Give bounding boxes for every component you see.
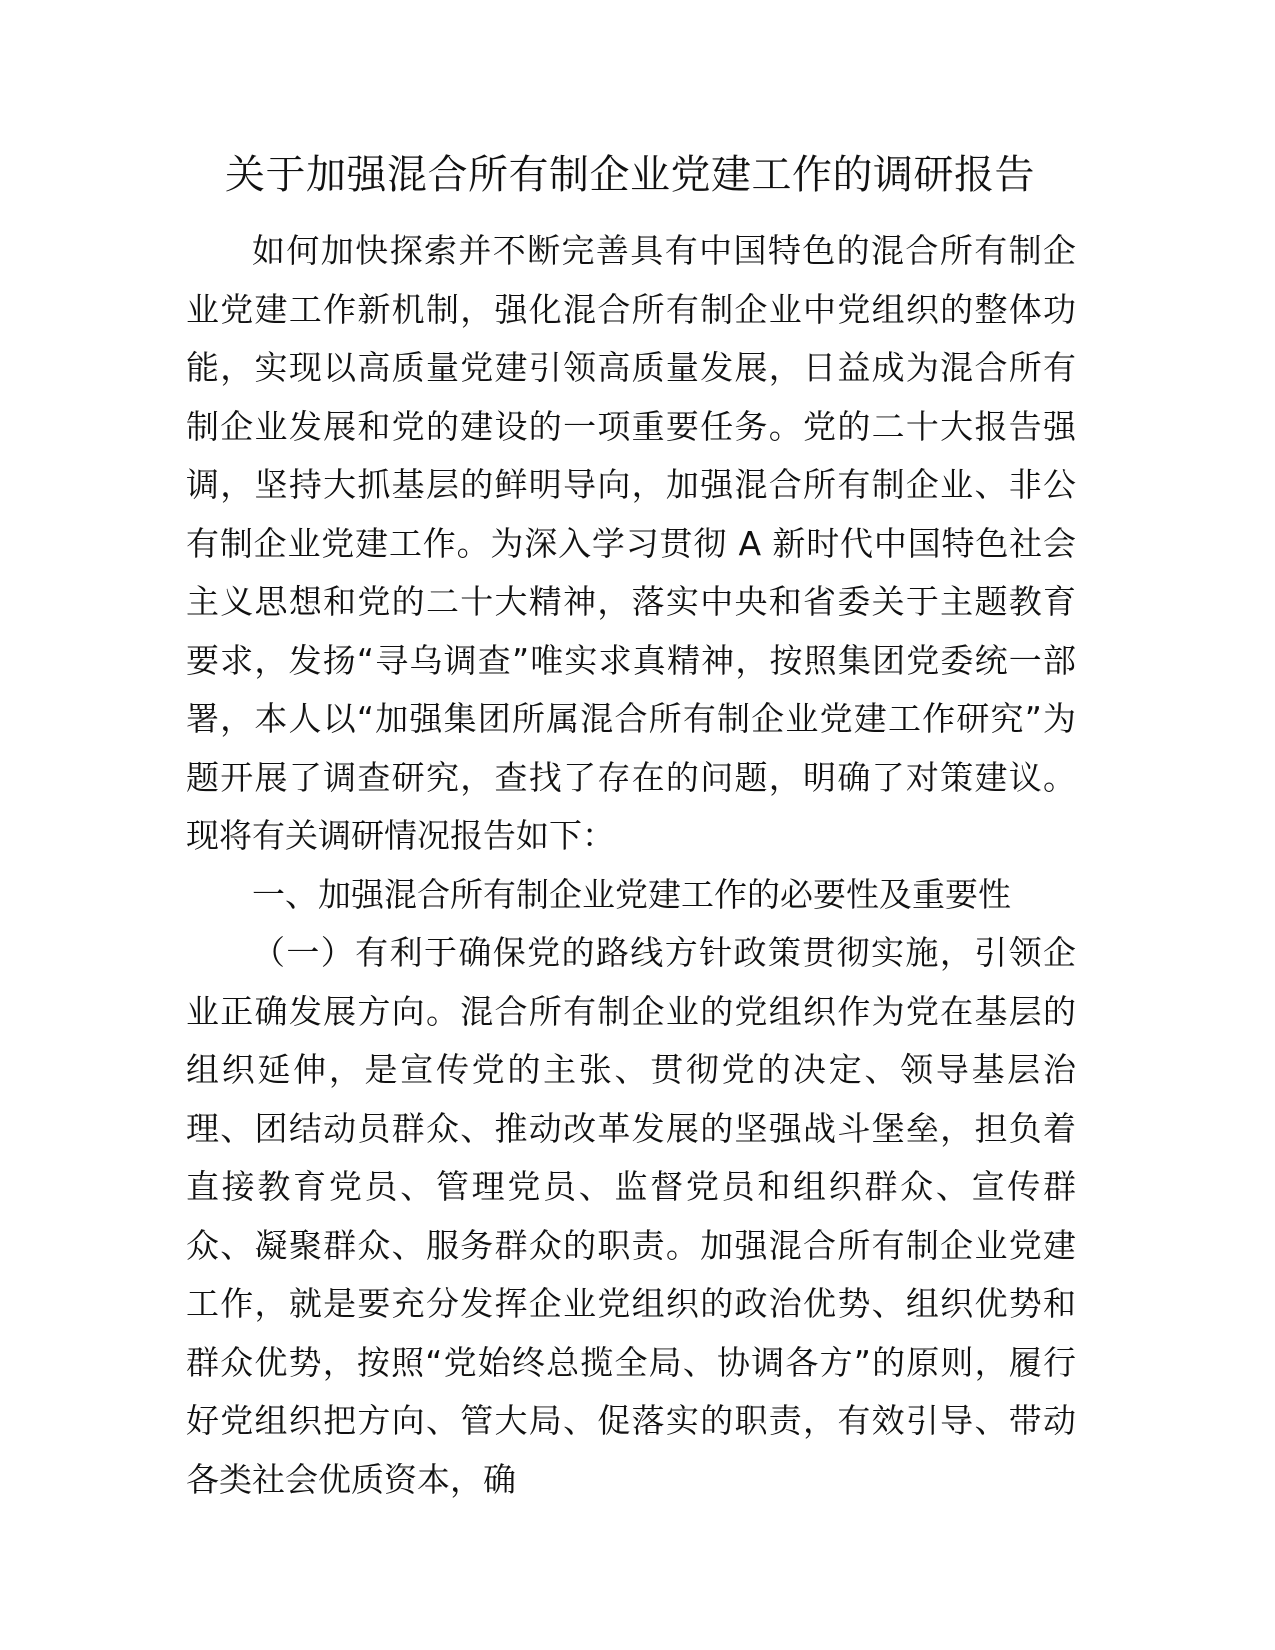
document-title: 关于加强混合所有制企业党建工作的调研报告 [225,152,1035,198]
intro-paragraph: 如何加快探索并不断完善具有中国特色的混合所有制企业党建工作新机制，强化混合所有制企业中党组织的整体功能，实现以高质量党建引领高质量发展，日益成为混合所有制企业发展和党的建设的一项重要任务。党的二十大报告强调，坚持大抓基层的鲜明导向，加强混合所有制企业、非公有制企业党建工作。为深入学习贯彻 A 新时代中国特色社会主义思想和党的二十大精神，落实中央和省委关于主题教育要求，发扬“寻乌调查”唯实求真精神，按照集团党委统一部署，本人以“加强集团所属混合所有制企业党建工作研究”为题开展了调查研究，查找了存在的问题，明确了对策建议。现将有关调研情况报告如下： [186,231,1076,855]
document-body [186,222,1076,1509]
section-heading: 一、加强混合所有制企业党建工作的必要性及重要性 [252,874,1011,914]
subsection-paragraph: （一）有利于确保党的路线方针政策贯彻实施，引领企业正确发展方向。混合所有制企业的党组织作为党在基层的组织延伸，是宣传党的主张、贯彻党的决定、领导基层治理、团结动员群众、推动改革发展的坚强战斗堡垒，担负着直接教育党员、管理党员、监督党员和组织群众、宣传群众、凝聚群众、服务群众的职责。加强混合所有制企业党建工作，就是要充分发挥企业党组织的政治优势、组织优势和群众优势，按照“党始终总揽全局、协调各方”的原则，履行好党组织把方向、管大局、促落实的职责，有效引导、带动各类社会优质资本，确 [186,933,1076,1499]
